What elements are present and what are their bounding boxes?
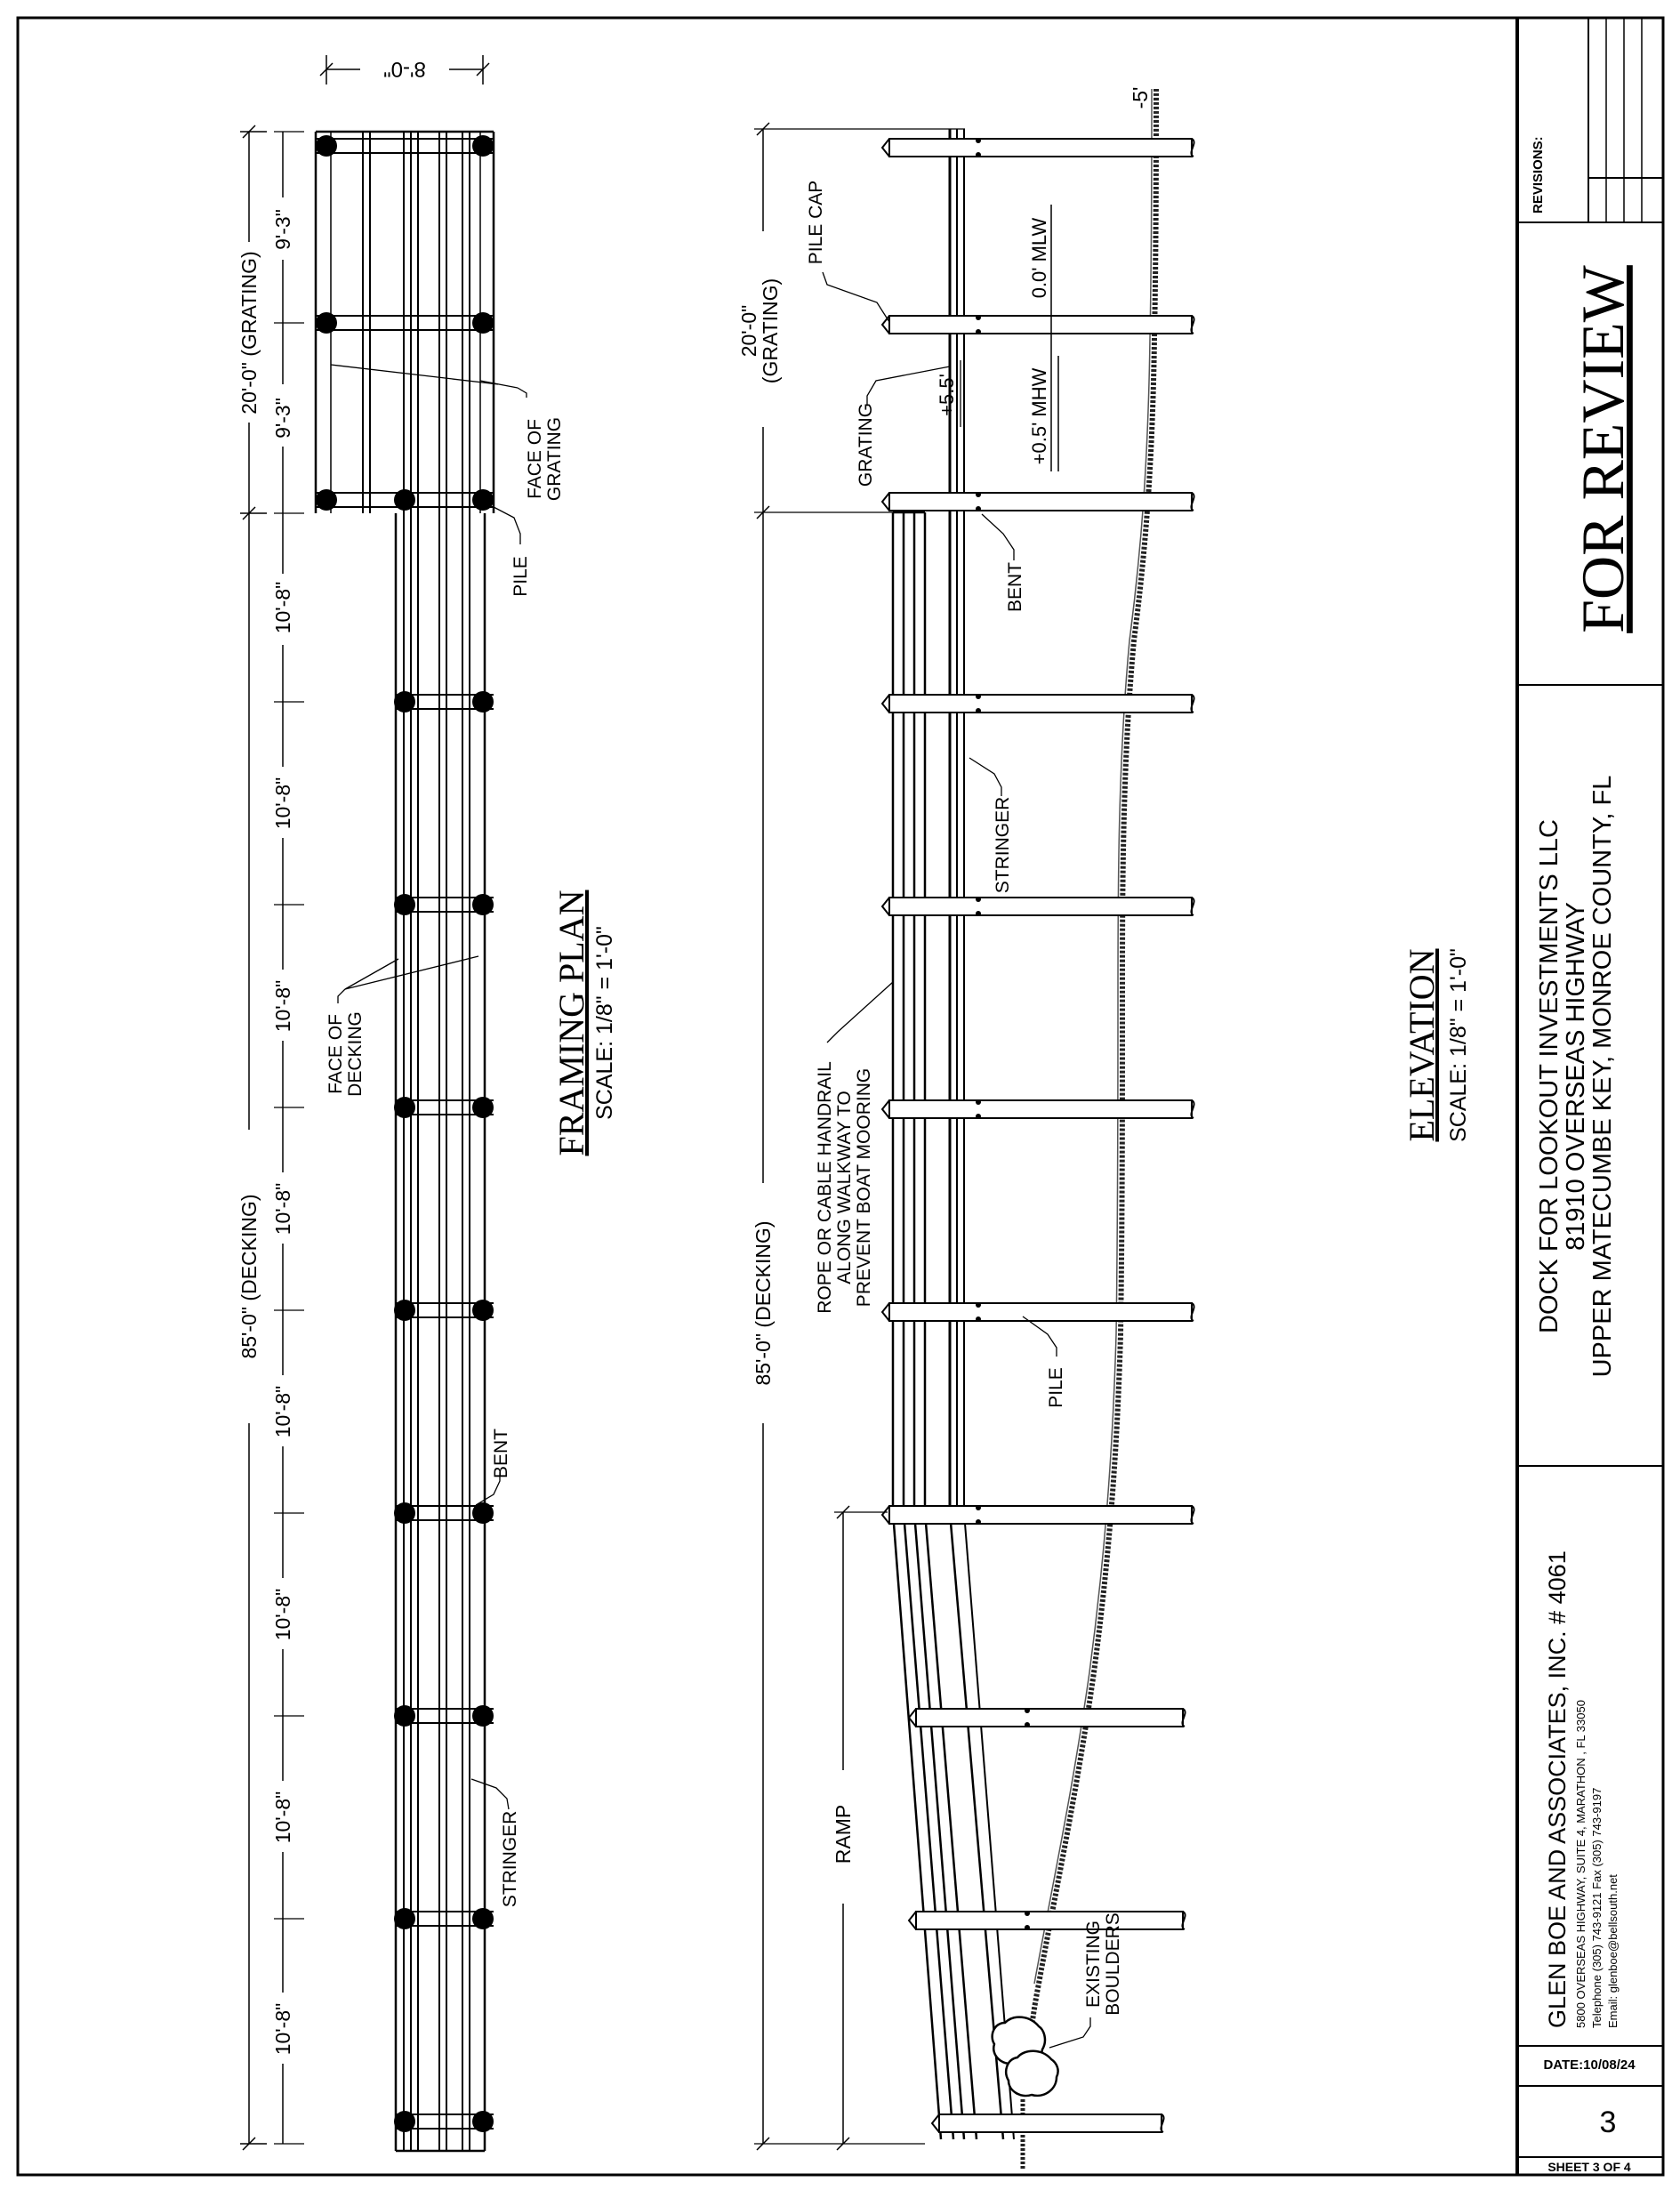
bent [394,1502,494,1524]
ramp-label: RAMP [832,1804,855,1864]
decking-dimension-label: 85'-0" (DECKING) [237,1194,261,1359]
bent [394,1097,494,1118]
pile-icon [472,1908,494,1929]
pile-icon [316,489,337,511]
deck-lines [893,129,1014,2139]
callout-face-of-decking [326,956,478,1097]
elevation-pile [882,694,1194,713]
callout-stringer [969,758,1013,893]
elev-bent-label: BENT [1005,561,1025,613]
face-of-decking-label-1: FACE OF [326,1014,346,1094]
pile-icon [472,312,494,334]
span-dimensions [267,132,304,2144]
elevation [737,87,1471,2170]
pile-icon [472,1300,494,1321]
framing-plan-title: FRAMING PLAN [551,890,591,1156]
elevation-pile [882,1505,1194,1525]
stringers [363,132,470,2151]
bent [394,691,494,713]
overall-dimensions [237,125,267,2150]
stringer-label: STRINGER [500,1810,520,1908]
callout-handrail [815,982,893,1314]
decking-span-label: 10'-8" [271,1385,294,1438]
pile-icon [472,489,494,511]
pile-icon [394,1502,415,1524]
firm-info [1544,1550,1620,2028]
face-of-grating-label-2: GRATING [544,416,565,502]
decking-span-label: 10'-8" [271,581,294,634]
mlw-label: 0.0' MLW [1028,217,1050,299]
pile-icon [472,1705,494,1727]
pile-icon [472,2111,494,2132]
depth-label: -5' [1129,86,1152,109]
pile-icon [316,312,337,334]
callout-pile [1023,1316,1066,1408]
framing-plan-scale: SCALE: 1/8" = 1'-0" [592,926,617,1120]
elevation-pile [882,897,1194,916]
pile-icon [472,135,494,157]
framing-plan [237,55,617,2151]
pile-icon [394,1705,415,1727]
face-of-grating-label-1: FACE OF [525,419,545,499]
grating-span-label: 9'-3" [271,209,294,250]
framing-plan-title-block [551,890,617,1156]
firm-email: Email: glenboe@bellsouth.net [1606,1874,1620,2028]
water-levels [936,205,1058,471]
firm-phone: Telephone (305) 743-9121 Fax (305) 743-9197 [1590,1787,1604,2028]
elevation-pile [882,315,1194,334]
pile-label: PILE [510,556,531,597]
decking-span-label: 10'-8" [271,1791,294,1844]
elevation-title-block [1402,948,1471,1142]
callout-stringer [471,1779,520,1907]
bent [316,489,494,511]
bent [394,1705,494,1727]
pile-icon [394,1097,415,1118]
elevation-title: ELEVATION [1402,948,1442,1142]
elevation-pile [882,138,1194,157]
firm-address: 5800 OVERSEAS HIGHWAY, SUITE 4, MARATHON , FL 33050 [1574,1700,1588,2028]
pile-icon [394,489,415,511]
bent [394,2111,494,2132]
sheet-of: SHEET 3 OF 4 [1547,2160,1631,2174]
elevation-pile [882,1302,1194,1322]
grating-label: GRATING [856,402,876,487]
elev-grating-dimension: 20'-0" [737,304,760,358]
callout-pile-cap [806,181,889,322]
bent [394,1908,494,1929]
elev-stringer-label: STRINGER [993,796,1013,894]
width-label: 8'-0" [383,57,426,81]
elevation-pile [882,1099,1194,1119]
elevation-pile [909,1911,1186,1930]
callout-face-of-grating [331,365,565,501]
for-review-stamp: FOR REVIEW [1569,265,1636,633]
project-info [1535,776,1617,1378]
handrail-label-3: PREVENT BOAT MOORING [854,1067,874,1308]
handrail-label-2: ALONG WALKWAY TO [834,1091,855,1284]
width-dimension [320,55,489,85]
callout-boulders [1049,1912,1123,2048]
elev-pile-label: PILE [1046,1367,1066,1408]
project-location: UPPER MATECUMBE KEY, MONROE COUNTY, FL [1588,775,1617,1378]
elev-grating-dimension-note: (GRATING) [759,278,782,384]
pile-icon [472,691,494,713]
callout-depth [1129,87,1152,109]
grating-span-label: 9'-3" [271,398,294,439]
pile-icon [394,1908,415,1929]
mhw-label: +0.5' MHW [1028,367,1050,465]
elevation-pile [932,2114,1164,2132]
decking-span-label: 10'-8" [271,777,294,830]
pile-cap-label: PILE CAP [806,180,826,265]
handrail-label-1: ROPE OR CABLE HANDRAIL [815,1061,835,1314]
revisions-grid [1517,18,1663,222]
pile-icon [394,2111,415,2132]
project-name: DOCK FOR LOOKOUT INVESTMENTS LLC [1535,819,1563,1333]
pile-icon [394,691,415,713]
project-address: 81910 OVERSEAS HIGHWAY [1562,902,1590,1251]
revisions-label: REVISIONS: [1531,136,1546,213]
face-of-decking-label-2: DECKING [345,1011,366,1097]
elevation-scale: SCALE: 1/8" = 1'-0" [1446,948,1471,1142]
pile-icon [394,1300,415,1321]
drawing-date: DATE:10/08/24 [1543,2057,1636,2073]
elevation-pile [909,1708,1186,1727]
elev-decking-dimension: 85'-0" (DECKING) [752,1220,775,1386]
boulders-icon [993,2017,1058,2096]
callout-bent [982,514,1025,612]
boulders-label-1: EXISTING [1083,1920,1104,2009]
pile-icon [394,894,415,915]
pile-icon [472,1502,494,1524]
bent-label: BENT [491,1428,511,1479]
decking-span-label: 10'-8" [271,2002,294,2056]
pile-icon [472,1097,494,1118]
elevation-pile [882,492,1194,511]
pile-icon [472,894,494,915]
callout-pile [494,507,531,597]
boulders-label-2: BOULDERS [1103,1912,1123,2016]
title-block [1517,18,1663,2174]
sheet-number: 3 [1599,2105,1617,2139]
elevation-55-label: +5.5' [936,374,958,416]
pile-icon [316,135,337,157]
firm-name: GLEN BOE AND ASSOCIATES, INC. # 4061 [1544,1550,1571,2028]
callout-bent [476,1429,511,1505]
decking-span-label: 10'-8" [271,1182,294,1236]
decking-span-label: 10'-8" [271,979,294,1033]
decking-span-label: 10'-8" [271,1588,294,1641]
bent [394,894,494,915]
bent [394,1300,494,1321]
grating-dimension-label: 20'-0" (GRATING) [237,251,261,415]
